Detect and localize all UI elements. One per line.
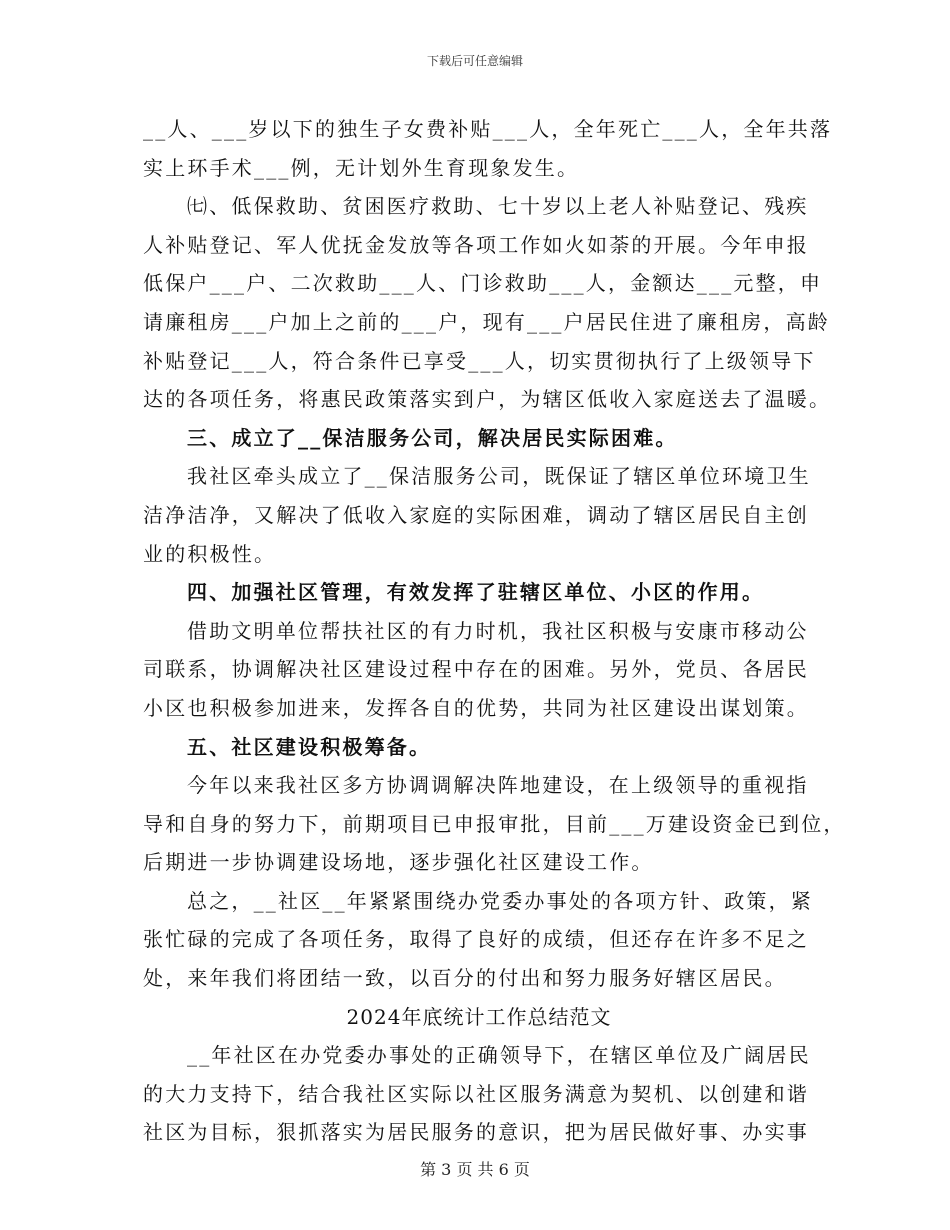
- paragraph-start: __年社区在办党委办事处的正确领导下，在辖区单位及广阔居民: [187, 1043, 811, 1068]
- section-heading: 四、加强社区管理，有效发挥了驻辖区单位、小区的作用。: [187, 580, 765, 605]
- section-heading: 三、成立了__保洁服务公司，解决居民实际困难。: [187, 425, 678, 450]
- text-line: 人补贴登记、军人优抚金发放等各项工作如火如荼的开展。今年申报: [143, 232, 809, 257]
- text-line: __人、___岁以下的独生子女费补贴___人，全年死亡___人，全年共落: [143, 117, 833, 141]
- text-line: 司联系，协调解决社区建设过程中存在的困难。另外，党员、各居民: [143, 657, 809, 682]
- page-header: 下载后可任意编辑: [426, 54, 523, 68]
- document-body: [143, 110, 846, 1152]
- text-line: 实上环手术___例，无计划外生育现象发生。: [143, 155, 580, 180]
- text-line: 小区也积极参加进来，发挥各自的优势，共同为社区建设出谋划策。: [143, 695, 809, 720]
- text-line: 洁净洁净，又解决了低收入家庭的实际困难，调动了辖区居民自主创: [143, 502, 809, 527]
- paragraph-start: ㈦、低保救助、贫困医疗救助、七十岁以上老人补贴登记、残疾: [187, 194, 809, 219]
- text-line: 请廉租房___户加上之前的___户，现有___户居民住进了廉租房，高龄: [143, 309, 830, 334]
- page-footer: 第 3 页 共 6 页: [420, 1160, 530, 1179]
- text-line: 达的各项任务，将惠民政策落实到户，为辖区低收入家庭送去了温暖。: [143, 387, 832, 412]
- text-line: 导和自身的努力下，前期项目已申报审批，目前___万建设资金已到位，: [143, 811, 846, 836]
- text-line: 张忙碌的完成了各项任务，取得了良好的成绩，但还存在许多不足之: [143, 927, 809, 952]
- paragraph-start: 我社区牵头成立了__保洁服务公司，既保证了辖区单位环境卫生: [187, 464, 811, 489]
- article-title: 2024年底统计工作总结范文: [346, 1004, 612, 1029]
- paragraph-start: 借助文明单位帮扶社区的有力时机，我社区积极与安康市移动公: [187, 618, 809, 643]
- text-line: 后期进一步协调建设场地，逐步强化社区建设工作。: [143, 850, 654, 875]
- paragraph-start: 总之，__社区__年紧紧围绕办党委办事处的各项方针、政策，紧: [187, 888, 813, 913]
- text-line: 社区为目标，狠抓落实为居民服务的意识，把为居民做好事、办实事: [143, 1120, 809, 1145]
- paragraph-start: 今年以来我社区多方协调调解决阵地建设，在上级领导的重视指: [187, 773, 809, 798]
- text-line: 业的积极性。: [143, 541, 277, 566]
- text-line: 低保户___户、二次救助___人、门诊救助___人，金额达___元整，申: [143, 271, 823, 296]
- text-line: 处，来年我们将团结一致，以百分的付出和努力服务好辖区居民。: [143, 966, 787, 991]
- text-line: 的大力支持下，结合我社区实际以社区服务满意为契机、以创建和谐: [143, 1081, 809, 1106]
- text-line: 补贴登记___人，符合条件已享受___人，切实贯彻执行了上级领导下: [143, 348, 816, 373]
- section-heading: 五、社区建设积极筹备。: [187, 734, 432, 759]
